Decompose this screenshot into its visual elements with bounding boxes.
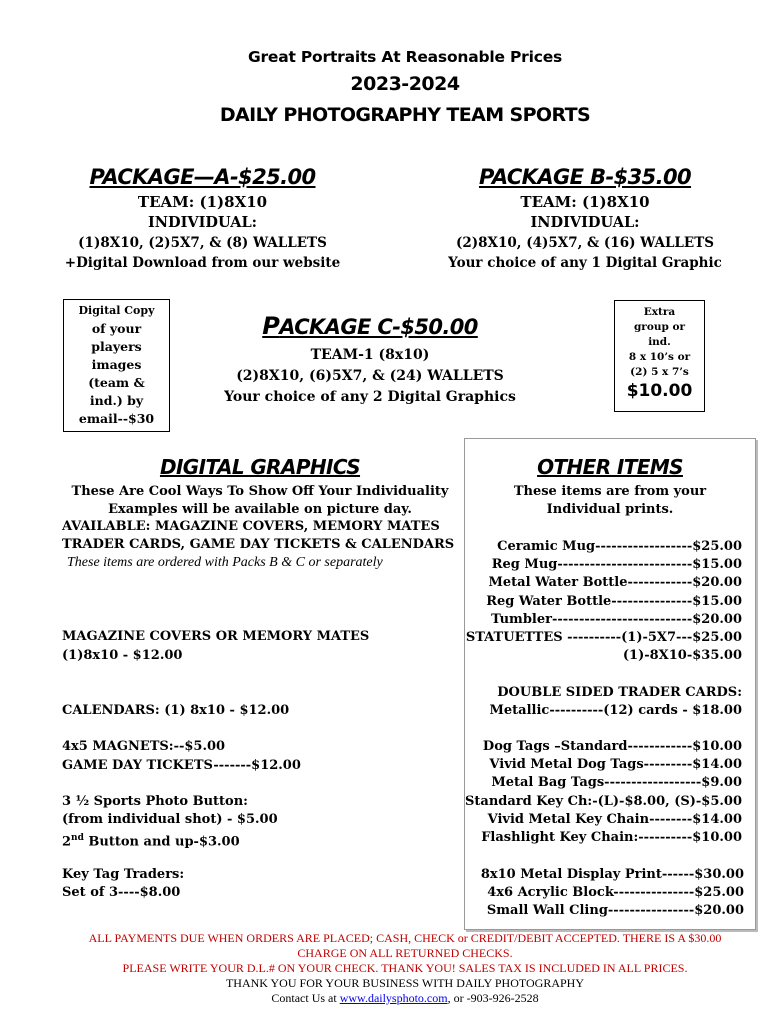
digital-graphics-header — [60, 455, 460, 519]
extra-box-line: group or — [633, 321, 686, 333]
other-items-header — [470, 455, 750, 519]
payment-notice: CHARGE ON ALL RETURNED CHECKS. — [297, 946, 513, 960]
magazine-covers-label: MAGAZINE COVERS OR MEMORY MATES — [62, 629, 370, 644]
list-item: Metal Bag Tags------------------$9.00 — [491, 775, 742, 791]
second-button-text: Button and up-$3.00 — [83, 834, 240, 850]
magazine-covers-price: (1)8x10 - $12.00 — [62, 648, 183, 663]
other-items-intro: These items are from your — [513, 484, 707, 499]
package-b-individual: INDIVIDUAL: — [530, 214, 640, 231]
package-c-title — [190, 312, 550, 340]
package-b-title: PACKAGE B-$35.00 — [478, 165, 692, 189]
digital-copy-line: players — [91, 339, 142, 354]
package-b — [410, 165, 760, 272]
package-c — [190, 312, 550, 406]
extra-box-line: Extra — [643, 306, 676, 318]
list-item: Reg Water Bottle---------------$15.00 — [486, 593, 742, 609]
thank-you-line: THANK YOU FOR YOUR BUSINESS WITH DAILY PHOTOGRAPHY — [225, 976, 585, 990]
key-tag-label: Key Tag Traders: — [62, 867, 185, 882]
list-item: Vivid Metal Dog Tags---------$14.00 — [489, 757, 742, 773]
list-item: Dog Tags –Standard------------$10.00 — [482, 739, 742, 754]
calendars-line: CALENDARS: (1) 8x10 - $12.00 — [62, 703, 290, 718]
game-day-tickets-line: GAME DAY TICKETS-------$12.00 — [62, 758, 301, 773]
package-c-title-rest: ACKAGE C-$50.00 — [279, 315, 478, 339]
photo-button-label: 3 ½ Sports Photo Button: — [62, 794, 248, 809]
list-item: Tumbler--------------------------$20.00 — [491, 611, 742, 627]
contact-prefix: Contact Us at — [271, 991, 340, 1005]
digital-copy-box — [63, 299, 170, 432]
other-items-title: OTHER ITEMS — [537, 455, 683, 479]
digital-copy-line: (team & — [88, 375, 145, 390]
package-a-team: TEAM: (1)8X10 — [137, 193, 268, 211]
second-button-num: 2 — [62, 834, 72, 850]
package-c-title-initial: P — [262, 312, 280, 340]
photo-button-price: (from individual shot) - $5.00 — [62, 812, 278, 827]
digital-graphics-intro: Examples will be available on picture day. — [108, 502, 412, 517]
package-b-team: TEAM: (1)8X10 — [520, 193, 650, 211]
tagline: Great Portraits At Reasonable Prices — [247, 48, 563, 66]
digital-copy-line: ind.) by — [89, 393, 144, 408]
magnets-line: 4x5 MAGNETS:--$5.00 — [62, 739, 226, 754]
other-items-list-2 — [465, 738, 742, 847]
digital-copy-line: email--$30 — [78, 411, 155, 426]
available-line: AVAILABLE: MAGAZINE COVERS, MEMORY MATES — [62, 519, 440, 534]
list-item: Ceramic Mug------------------$25.00 — [497, 539, 742, 554]
trader-cards — [490, 684, 743, 720]
package-c-items: (2)8X10, (6)5X7, & (24) WALLETS — [236, 368, 504, 384]
key-tag-price: Set of 3----$8.00 — [62, 885, 181, 900]
second-button-line — [62, 829, 240, 851]
year-heading: 2023-2024 — [350, 73, 460, 95]
digital-graphics-intro: These Are Cool Ways To Show Off Your Individuality — [71, 484, 449, 499]
package-a — [0, 165, 405, 272]
extra-box-line: 8 x 10’s or — [628, 351, 691, 363]
digital-copy-line: Digital Copy — [78, 304, 155, 317]
order-note: These items are ordered with Packs B & C or separately — [67, 555, 383, 570]
extra-print-box — [614, 300, 705, 412]
digital-graphics-list — [62, 518, 454, 572]
available-line: TRADER CARDS, GAME DAY TICKETS & CALENDARS — [62, 537, 455, 552]
list-item: Metal Water Bottle------------$20.00 — [488, 575, 742, 591]
page-title: DAILY PHOTOGRAPHY TEAM SPORTS — [219, 104, 591, 126]
list-item: Standard Key Ch:-(L)-$8.00, (S)-$5.00 — [465, 793, 742, 809]
list-item: Small Wall Cling----------------$20.00 — [486, 903, 744, 919]
list-item: Vivid Metal Key Chain--------$14.00 — [487, 811, 742, 827]
list-item: 8x10 Metal Display Print------$30.00 — [480, 867, 744, 882]
check-notice: PLEASE WRITE YOUR D.L.# ON YOUR CHECK. THANK YOU! SALES TAX IS INCLUDED IN ALL PRICES. — [122, 961, 688, 975]
list-item: Reg Mug-------------------------$15.00 — [491, 557, 742, 573]
trader-cards-label: DOUBLE SIDED TRADER CARDS: — [497, 685, 742, 700]
package-a-extra: +Digital Download from our website — [64, 255, 341, 271]
extra-box-line: ind. — [648, 336, 671, 348]
contact-line — [0, 991, 770, 1006]
package-a-title: PACKAGE—A-$25.00 — [89, 165, 316, 189]
package-b-items: (2)8X10, (4)5X7, & (16) WALLETS — [455, 235, 715, 251]
other-items-list-3 — [481, 866, 744, 921]
digital-graphics-title: DIGITAL GRAPHICS — [159, 455, 361, 479]
list-item: 4x6 Acrylic Block---------------$25.00 — [487, 885, 744, 901]
website-link[interactable]: www.dailysphoto.com — [339, 991, 448, 1005]
package-a-individual: INDIVIDUAL: — [148, 214, 257, 231]
digital-copy-line: of your — [91, 321, 142, 336]
package-b-extra: Your choice of any 1 Digital Graphic — [448, 255, 722, 271]
package-c-extra: Your choice of any 2 Digital Graphics — [224, 389, 516, 405]
contact-phone: , or -903-926-2528 — [447, 991, 539, 1005]
second-button-sup: nd — [71, 833, 84, 843]
package-c-team: TEAM-1 (8x10) — [310, 347, 430, 363]
extra-box-line: (2) 5 x 7’s — [630, 366, 689, 378]
list-item: Flashlight Key Chain:----------$10.00 — [481, 830, 742, 846]
other-items-intro: Individual prints. — [546, 502, 674, 518]
package-a-items: (1)8X10, (2)5X7, & (8) WALLETS — [78, 235, 327, 251]
trader-cards-price: Metallic----------(12) cards - $18.00 — [489, 703, 742, 719]
list-item: (1)-8X10-$35.00 — [622, 648, 742, 664]
digital-copy-line: images — [91, 357, 142, 372]
payment-notice: ALL PAYMENTS DUE WHEN ORDERS ARE PLACED; CASH, CHECK or CREDIT/DEBIT ACCEPTED. THERE IS A $30.00 — [88, 931, 722, 945]
footer — [0, 931, 770, 1006]
other-items-list-1 — [466, 538, 742, 665]
extra-box-price: $10.00 — [626, 381, 693, 401]
list-item: STATUETTES ----------(1)-5X7---$25.00 — [465, 630, 742, 646]
